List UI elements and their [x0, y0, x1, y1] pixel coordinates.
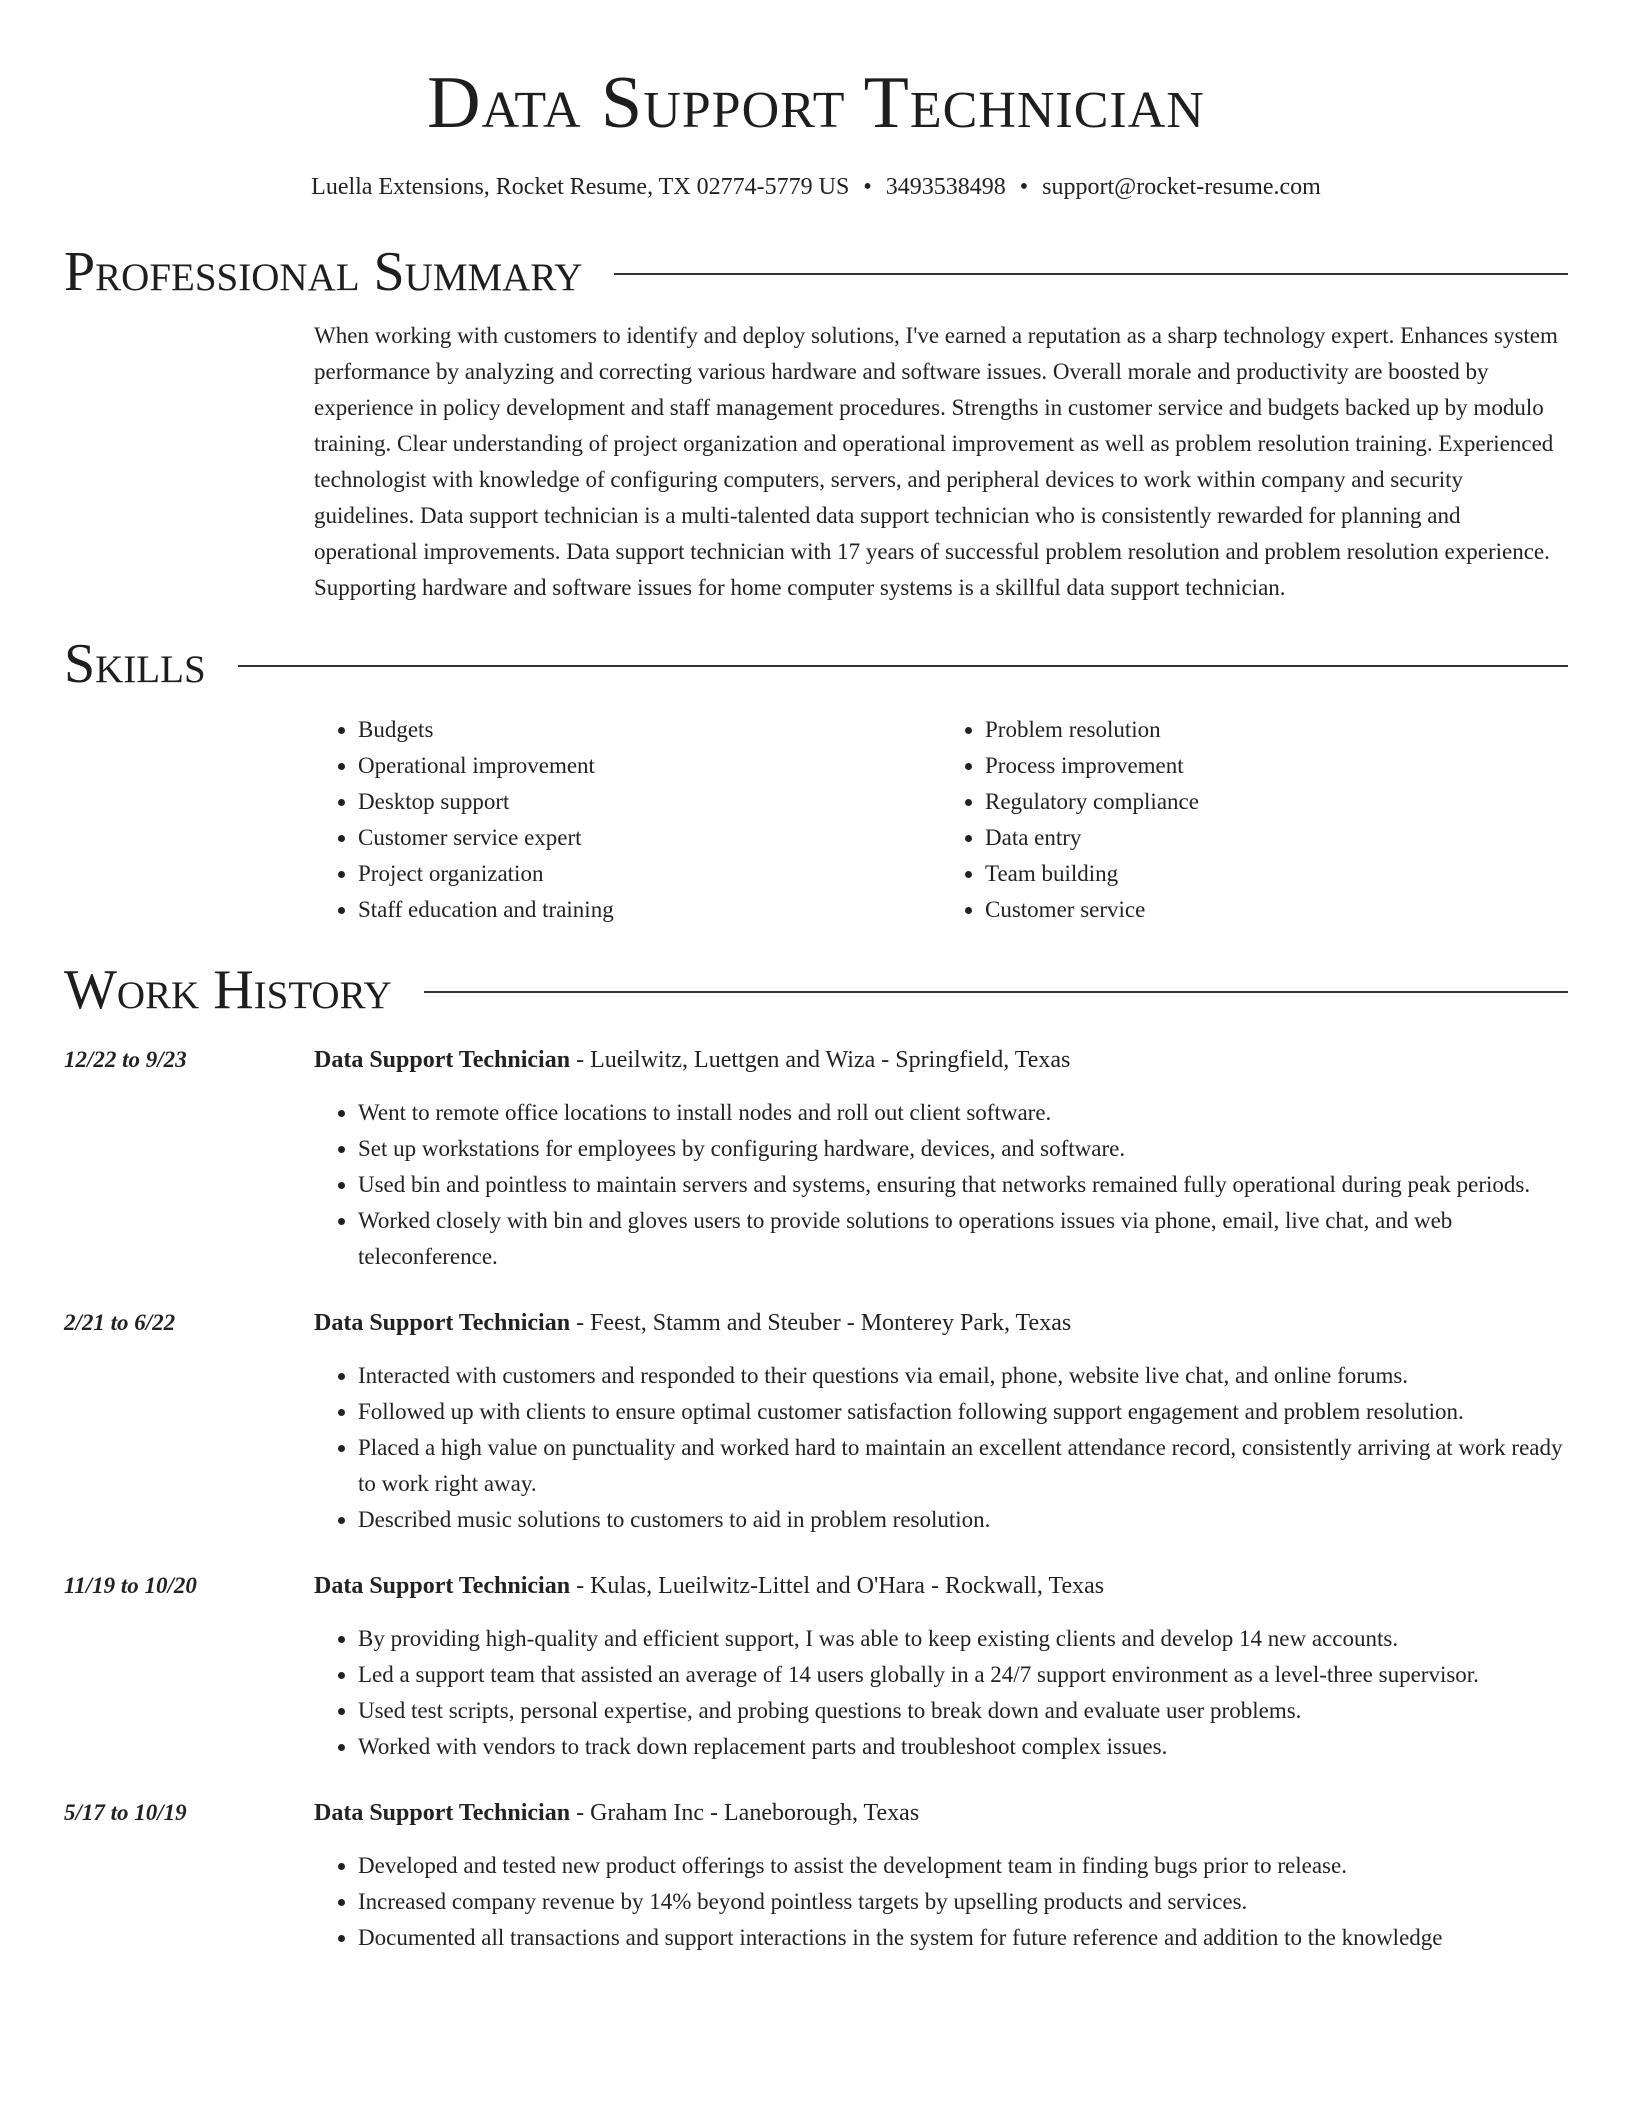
job-title-line	[314, 1042, 1568, 1078]
job-entry	[64, 1568, 1568, 1765]
job-entry	[64, 1042, 1568, 1275]
skill-item: • Project organization	[358, 856, 941, 892]
job-title-line	[314, 1795, 1568, 1831]
work-heading: Work History	[64, 959, 392, 1021]
job-bullet: • Went to remote office locations to install nodes and roll out client software.	[358, 1095, 1568, 1131]
job-dates: 12/22 to 9/23	[64, 1047, 187, 1072]
job-dates: 2/21 to 6/22	[64, 1310, 176, 1335]
skill-item: • Team building	[985, 856, 1568, 892]
job-bullet: • Described music solutions to customers to aid in problem resolution.	[358, 1502, 1568, 1538]
contact-phone: 3493538498	[885, 174, 1006, 200]
skill-item: • Customer service expert	[358, 820, 941, 856]
contact-line	[64, 172, 1568, 202]
skill-item: • Problem resolution	[985, 712, 1568, 748]
skill-item: • Regulatory compliance	[985, 784, 1568, 820]
job-bullet: • Used bin and pointless to maintain servers and systems, ensuring that networks remained fully operational during peak periods.	[358, 1167, 1568, 1203]
skill-item: • Operational improvement	[358, 748, 941, 784]
job-bullet: • Interacted with customers and responded to their questions via email, phone, website live chat, and online forums.	[358, 1358, 1568, 1394]
job-bullet: • Led a support team that assisted an average of 14 users globally in a 24/7 support environment as a level-three supervisor.	[358, 1657, 1568, 1693]
resume-name: Data Support Technician	[427, 62, 1205, 144]
job-bullet: • Followed up with clients to ensure optimal customer satisfaction following support engagement and problem resolution.	[358, 1394, 1568, 1430]
job-bullet: • Worked with vendors to track down replacement parts and troubleshoot complex issues.	[358, 1729, 1568, 1765]
summary-heading: Professional Summary	[64, 241, 583, 303]
skill-item: • Process improvement	[985, 748, 1568, 784]
job-bullets	[314, 1621, 1568, 1765]
work-section-header	[64, 958, 1568, 1022]
job-bullet: • By providing high-quality and efficient support, I was able to keep existing clients and develop 14 new accounts.	[358, 1621, 1568, 1657]
job-title-line	[314, 1305, 1568, 1341]
job-entry	[64, 1305, 1568, 1538]
skill-item: • Desktop support	[358, 784, 941, 820]
job-body	[314, 1042, 1568, 1275]
summary-text: When working with customers to identify and deploy solutions, I've earned a reputation as a sharp technology expert. Enhances system performance by analyzing and correcting various hardware and software issues. Overall morale and productivity are boosted by experience in policy development and staff management procedures. Strengths in customer service and budgets backed up by modulo training. Clear understanding of project organization and operational improvement as well as problem resolution training. Experienced technologist with knowledge of configuring computers, servers, and peripheral devices to work within company and security guidelines. Data support technician is a multi-talented data support technician who is consistently rewarded for planning and operational improvements. Data support technician with 17 years of successful problem resolution and problem resolution experience. Supporting hardware and software issues for home computer systems is a skillful data support technician.	[314, 323, 1558, 600]
section-divider	[424, 991, 1568, 993]
skill-item: • Customer service	[985, 892, 1568, 928]
job-bullet: • Documented all transactions and support interactions in the system for future reference and addition to the knowledge	[358, 1920, 1568, 1956]
job-bullet: • Set up workstations for employees by configuring hardware, devices, and software.	[358, 1131, 1568, 1167]
job-bullets	[314, 1095, 1568, 1275]
job-title-line	[314, 1568, 1568, 1604]
job-entry	[64, 1795, 1568, 1956]
skills-column-left	[314, 712, 941, 928]
skill-item: • Data entry	[985, 820, 1568, 856]
job-dates: 5/17 to 10/19	[64, 1800, 187, 1825]
contact-separator: •	[863, 174, 872, 200]
section-divider	[238, 665, 1568, 667]
summary-section-header	[64, 240, 1568, 304]
job-dates: 11/19 to 10/20	[64, 1573, 197, 1598]
job-title: Data Support Technician	[314, 1573, 571, 1599]
contact-email: support@rocket-resume.com	[1042, 174, 1321, 200]
job-employer-location: - Kulas, Lueilwitz-Littel and O'Hara - Rockwall, Texas	[570, 1573, 1105, 1599]
job-bullets	[314, 1358, 1568, 1538]
skills-section-header	[64, 632, 1568, 696]
job-title: Data Support Technician	[314, 1310, 571, 1336]
job-employer-location: - Graham Inc - Laneborough, Texas	[570, 1800, 920, 1826]
skill-item: • Staff education and training	[358, 892, 941, 928]
job-body	[314, 1305, 1568, 1538]
skills-column-right	[941, 712, 1568, 928]
skills-list	[314, 712, 1568, 928]
job-employer-location: - Lueilwitz, Luettgen and Wiza - Springfield, Texas	[570, 1047, 1071, 1073]
job-bullet: • Increased company revenue by 14% beyond pointless targets by upselling products and services.	[358, 1884, 1568, 1920]
skill-item: • Budgets	[358, 712, 941, 748]
contact-address: Luella Extensions, Rocket Resume, TX 02774-5779 US	[311, 174, 850, 200]
skills-heading: Skills	[64, 633, 206, 695]
job-bullet: • Worked closely with bin and gloves users to provide solutions to operations issues via phone, email, live chat, and web teleconference.	[358, 1203, 1568, 1275]
job-bullet: • Placed a high value on punctuality and worked hard to maintain an excellent attendance record, consistently arriving at work ready to work right away.	[358, 1430, 1568, 1502]
job-bullet: • Developed and tested new product offerings to assist the development team in finding bugs prior to release.	[358, 1848, 1568, 1884]
job-title: Data Support Technician	[314, 1047, 571, 1073]
job-body	[314, 1795, 1568, 1956]
job-title: Data Support Technician	[314, 1800, 571, 1826]
contact-separator: •	[1019, 174, 1029, 200]
job-body	[314, 1568, 1568, 1765]
job-bullets	[314, 1848, 1568, 1956]
section-divider	[614, 273, 1568, 275]
job-bullet: • Used test scripts, personal expertise, and probing questions to break down and evaluate user problems.	[358, 1693, 1568, 1729]
job-employer-location: - Feest, Stamm and Steuber - Monterey Park, Texas	[570, 1310, 1072, 1336]
